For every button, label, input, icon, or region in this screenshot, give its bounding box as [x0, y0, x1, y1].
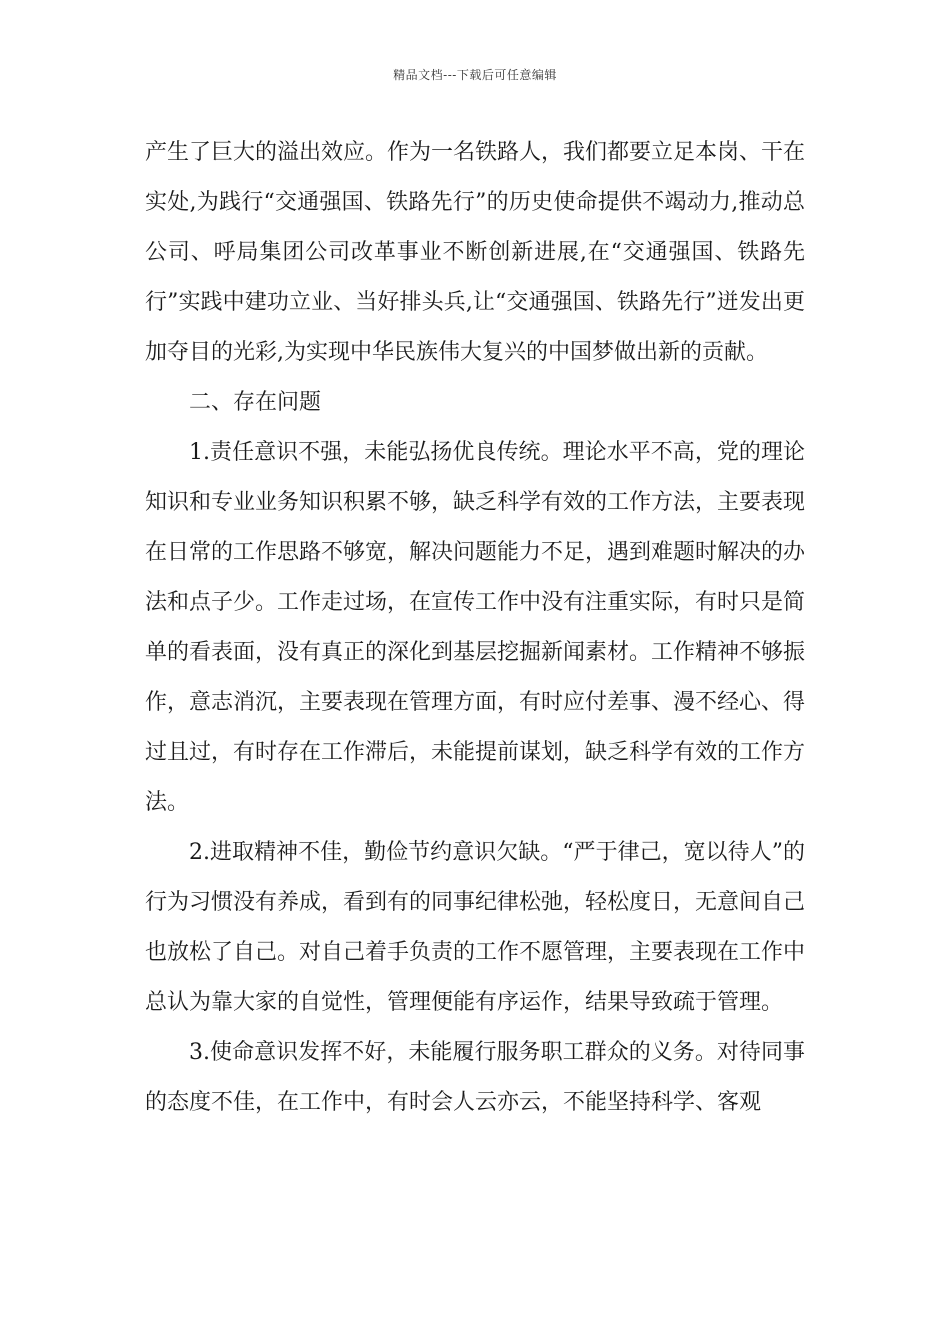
section-heading-problems: 二、存在问题	[189, 390, 322, 415]
paragraph-item-3: 3.使命意识发挥不好，未能履行服务职工群众的义务。对待同事的态度不佳，在工作中，有时会人云亦云，不能坚持科学、客观	[145, 1040, 805, 1115]
paragraph-item-1: 1.责任意识不强，未能弘扬优良传统。理论水平不高，党的理论知识和专业业务知识积累不够，缺乏科学有效的工作方法，主要表现在日常的工作思路不够宽，解决问题能力不足，遇到难题时解决的办法和点子少。工作走过场，在宣传工作中没有注重实际，有时只是简单的看表面，没有真正的深化到基层挖掘新闻素材。工作精神不够振作，意志消沉，主要表现在管理方面，有时应付差事、漫不经心、得过且过，有时存在工作滞后，未能提前谋划，缺乏科学有效的工作方法。	[145, 440, 806, 815]
paragraph-item-2: 2.进取精神不佳，勤俭节约意识欠缺。“严于律己，宽以待人”的行为习惯没有养成，看到有的同事纪律松弛，轻松度日，无意间自己也放松了自己。对自己着手负责的工作不愿管理，主要表现在工作中总认为靠大家的自觉性，管理便能有序运作，结果导致疏于管理。	[145, 840, 806, 1015]
page-header: 精品文档---下载后可任意编辑	[393, 68, 557, 82]
document-body	[145, 128, 805, 1128]
paragraph-1: 产生了巨大的溢出效应。作为一名铁路人，我们都要立足本岗、干在实处,为践行“交通强国、铁路先行”的历史使命提供不竭动力,推动总公司、呼局集团公司改革事业不断创新进展,在“交通强国、铁路先行”实践中建功立业、当好排头兵,让“交通强国、铁路先行”迸发出更加夺目的光彩,为实现中华民族伟大复兴的中国梦做出新的贡献。	[145, 140, 806, 365]
